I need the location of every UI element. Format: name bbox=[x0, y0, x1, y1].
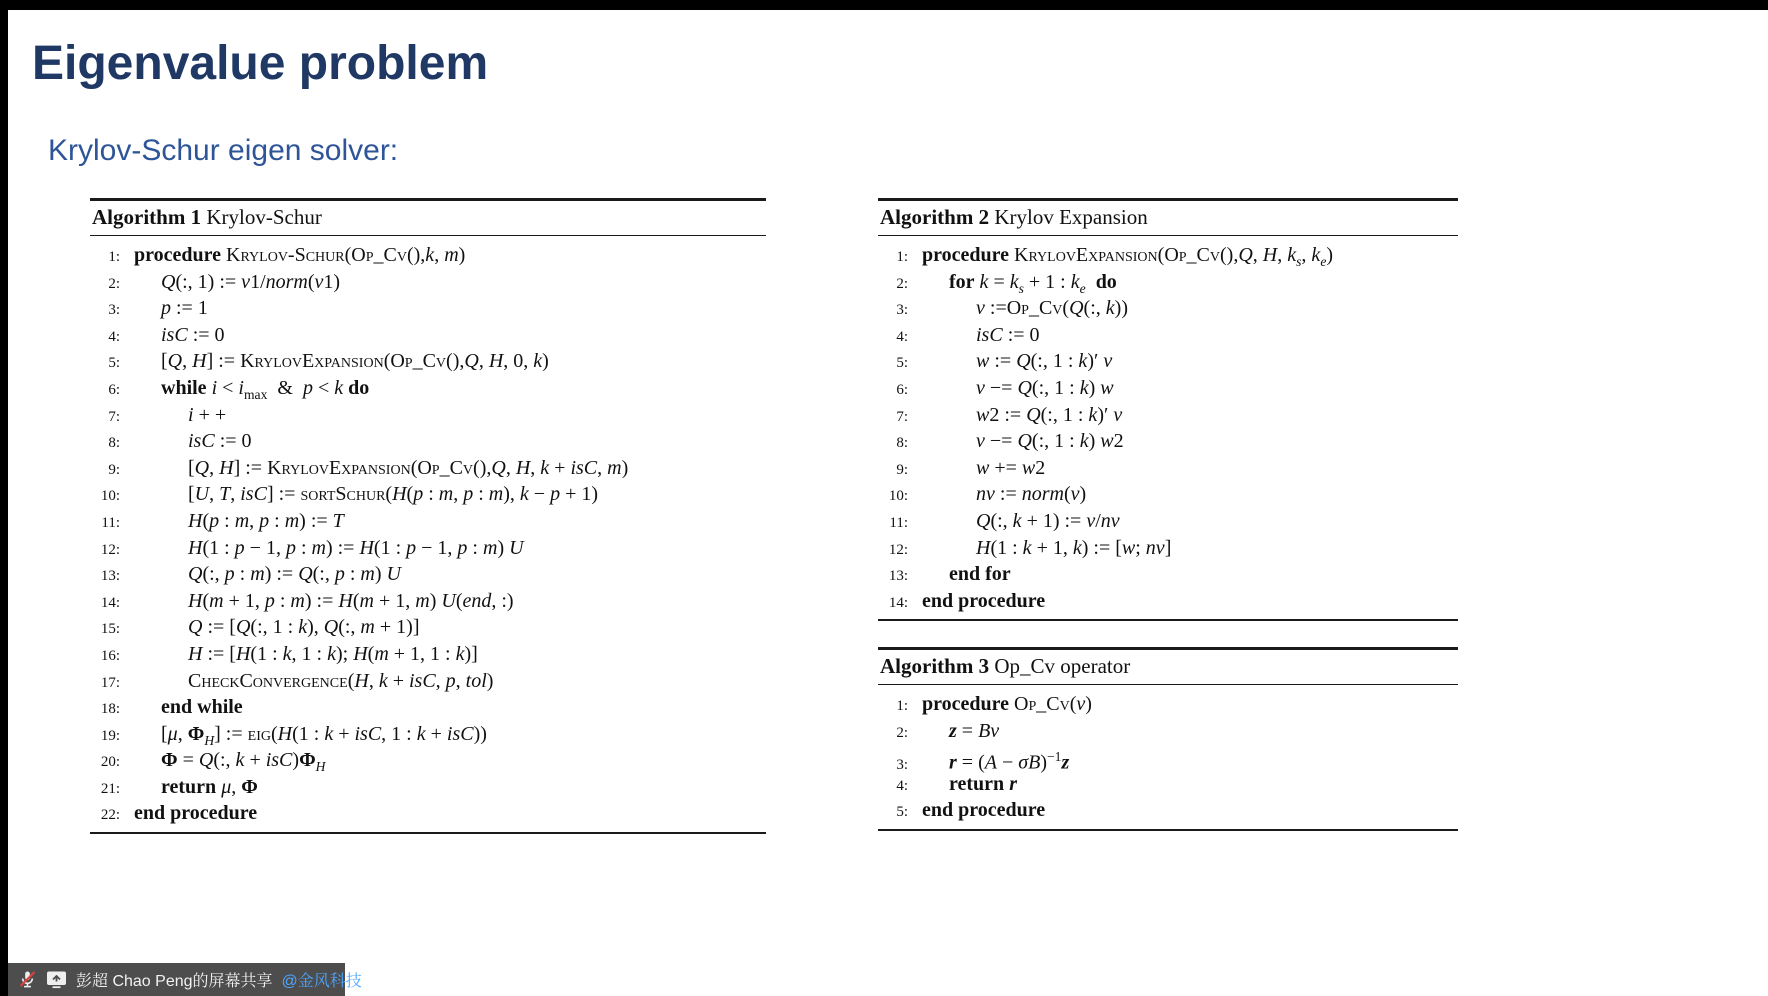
line-content: for $k = k_s + 1$ : $k_e$ do bbox=[949, 270, 1117, 296]
algorithm-2-title: Krylov Expansion bbox=[989, 205, 1148, 229]
line-number: 9: bbox=[108, 461, 120, 478]
algorithm-line bbox=[878, 691, 1458, 718]
line-number: 1: bbox=[896, 249, 908, 265]
line-content: w2 := Q(:, 1 : k)′ v bbox=[976, 403, 1123, 426]
line-number: 3: bbox=[896, 302, 908, 319]
line-number: 12: bbox=[100, 541, 120, 558]
line-content: v :=Op_Cv(Q(:, k)) bbox=[976, 297, 1128, 320]
line-number: 10: bbox=[888, 488, 908, 505]
line-content: Φ = Q(:, $k + isC)\Phi_H$ bbox=[161, 749, 326, 775]
algorithm-line bbox=[90, 455, 766, 482]
line-content: [μ, $\Phi_H$] := eig(H(1 : k + isC, 1 : k + isC)) bbox=[161, 722, 487, 748]
algorithm-line bbox=[878, 348, 1458, 375]
line-content: end procedure bbox=[134, 802, 258, 825]
algorithm-3-header bbox=[878, 650, 1458, 685]
algorithm-1-label: Algorithm 1 bbox=[92, 205, 202, 229]
algorithm-line bbox=[90, 668, 766, 695]
line-content: H(1 : p − 1, p : m) := H(1 : p − 1, p : m) U bbox=[188, 536, 524, 559]
line-number: 11: bbox=[101, 514, 120, 531]
line-content: procedure Op_Cv(v) bbox=[922, 693, 1092, 715]
algorithm-1-header bbox=[90, 201, 766, 236]
algorithm-line bbox=[878, 402, 1458, 429]
line-number: 21: bbox=[100, 780, 120, 797]
line-content: H := [H(1 : k, 1 : k); H(m + 1, 1 : k)] bbox=[188, 642, 478, 665]
screen-share-banner[interactable] bbox=[8, 963, 362, 996]
algorithm-line bbox=[90, 588, 766, 615]
algorithm-2-label: Algorithm 2 bbox=[880, 205, 990, 229]
line-content: return r bbox=[949, 772, 1017, 795]
line-content: procedure Krylov-Schur(Op_Cv(),k, m) bbox=[134, 244, 466, 266]
line-content: z = Bv bbox=[949, 719, 1000, 742]
line-number: 16: bbox=[100, 647, 120, 664]
line-number: 8: bbox=[896, 435, 908, 452]
algorithm-line bbox=[878, 481, 1458, 508]
algorithm-line bbox=[90, 269, 766, 296]
algorithm-line bbox=[878, 428, 1458, 455]
line-number: 4: bbox=[108, 328, 120, 345]
algorithm-line bbox=[90, 375, 766, 402]
line-content: i + + bbox=[188, 403, 227, 426]
algorithm-2-body bbox=[878, 236, 1458, 619]
algorithm-line bbox=[90, 242, 766, 269]
line-content: Q(:, 1) := v1/norm(v1) bbox=[161, 270, 341, 293]
line-content: H(1 : k + 1, k) := [w; nv] bbox=[976, 536, 1172, 559]
line-content: end for bbox=[949, 563, 1011, 586]
line-number: 7: bbox=[108, 408, 120, 425]
page-subtitle: Krylov-Schur eigen solver: bbox=[48, 134, 399, 167]
algorithm-line bbox=[878, 375, 1458, 402]
line-content: while $i < i_{max}$ & p < k do bbox=[161, 376, 370, 402]
algorithm-line bbox=[90, 641, 766, 668]
line-content: return μ, Φ bbox=[161, 775, 258, 798]
line-content: [U, T, isC] := sortSchur(H(p : m, p : m), k − p + 1) bbox=[188, 483, 599, 506]
algorithm-3-label: Algorithm 3 bbox=[880, 654, 990, 678]
line-content: H(m + 1, p : m) := H(m + 1, m) U(end, :) bbox=[188, 589, 514, 612]
line-number: 6: bbox=[108, 381, 120, 398]
line-content: [Q, H] := KrylovExpansion(Op_Cv(),Q, H, 0, k) bbox=[161, 350, 549, 373]
line-number: 5: bbox=[896, 355, 908, 372]
line-content: isC := 0 bbox=[188, 430, 252, 453]
algorithm-line bbox=[90, 721, 766, 748]
line-number: 4: bbox=[896, 328, 908, 345]
algorithm-3-title: Op_Cv operator bbox=[989, 654, 1131, 678]
line-content: Q(:, p : m) := Q(:, p : m) U bbox=[188, 563, 401, 586]
line-content: w += w2 bbox=[976, 456, 1046, 479]
line-number: 7: bbox=[896, 408, 908, 425]
line-number: 14: bbox=[100, 594, 120, 611]
muted-microphone-icon bbox=[18, 970, 37, 989]
line-content: CheckConvergence(H, k + isC, p, tol) bbox=[188, 669, 494, 692]
line-content: w := Q(:, 1 : k)′ v bbox=[976, 350, 1113, 373]
line-content: end procedure bbox=[922, 799, 1046, 822]
algorithm-line bbox=[90, 614, 766, 641]
line-number: 10: bbox=[100, 488, 120, 505]
algorithm-line bbox=[90, 535, 766, 562]
algorithm-line bbox=[90, 402, 766, 429]
line-number: 18: bbox=[100, 701, 120, 718]
line-content: Q(:, k + 1) := v/nv bbox=[976, 509, 1120, 532]
line-content: isC := 0 bbox=[161, 323, 225, 346]
algorithm-line bbox=[90, 428, 766, 455]
algorithm-line bbox=[878, 535, 1458, 562]
line-content: isC := 0 bbox=[976, 323, 1040, 346]
algorithm-line bbox=[90, 508, 766, 535]
algorithm-line bbox=[90, 800, 766, 827]
algorithm-line bbox=[878, 295, 1458, 322]
algorithm-2-panel bbox=[878, 198, 1458, 621]
algorithm-2-header bbox=[878, 201, 1458, 236]
algorithm-line bbox=[90, 694, 766, 721]
algorithm-line bbox=[90, 561, 766, 588]
algorithm-line bbox=[90, 295, 766, 322]
line-number: 15: bbox=[100, 621, 120, 638]
line-number: 1: bbox=[108, 249, 120, 265]
line-number: 4: bbox=[896, 777, 908, 794]
line-content: Q := [Q(:, 1 : k), Q(:, m + 1)] bbox=[188, 616, 420, 639]
line-number: 6: bbox=[896, 381, 908, 398]
page-title: Eigenvalue problem bbox=[32, 37, 489, 90]
algorithm-1-body bbox=[90, 236, 766, 832]
algorithm-line bbox=[878, 797, 1458, 824]
algorithm-1-panel bbox=[90, 198, 766, 834]
line-number: 2: bbox=[108, 275, 120, 292]
algorithm-line bbox=[878, 718, 1458, 745]
algorithm-line bbox=[90, 322, 766, 349]
line-number: 13: bbox=[100, 568, 120, 585]
line-number: 20: bbox=[100, 754, 120, 771]
line-content: $r = (A - \sigma B)^{-1}z$ bbox=[949, 749, 1070, 774]
line-number: 13: bbox=[888, 568, 908, 585]
line-number: 3: bbox=[108, 302, 120, 319]
algorithm-line bbox=[878, 508, 1458, 535]
algorithm-line bbox=[878, 744, 1458, 774]
share-owner-text: 彭超 Chao Peng的屏幕共享 bbox=[76, 973, 273, 990]
line-number: 1: bbox=[896, 698, 908, 714]
share-mention-link[interactable]: @金风科技 bbox=[281, 973, 362, 990]
line-number: 2: bbox=[896, 275, 908, 292]
line-content: [Q, H] := KrylovExpansion(Op_Cv(),Q, H, k + isC, m) bbox=[188, 456, 629, 479]
line-number: 9: bbox=[896, 461, 908, 478]
algorithm-3-body bbox=[878, 685, 1458, 829]
screen-share-icon bbox=[46, 970, 67, 989]
line-content: end procedure bbox=[922, 589, 1046, 612]
algorithm-1-title: Krylov-Schur bbox=[201, 205, 322, 229]
line-content: end while bbox=[161, 696, 243, 719]
line-content: v −= Q(:, 1 : k) w2 bbox=[976, 430, 1124, 453]
line-number: 11: bbox=[889, 514, 908, 531]
line-number: 22: bbox=[100, 807, 120, 824]
line-number: 19: bbox=[100, 727, 120, 744]
algorithm-line bbox=[878, 561, 1458, 588]
line-number: 5: bbox=[896, 804, 908, 821]
line-number: 3: bbox=[896, 756, 908, 773]
line-content: v −= Q(:, 1 : k) w bbox=[976, 376, 1114, 399]
algorithm-line bbox=[90, 348, 766, 375]
line-number: 12: bbox=[888, 541, 908, 558]
slide-canvas bbox=[8, 10, 1768, 996]
line-number: 14: bbox=[888, 594, 908, 611]
algorithm-line bbox=[878, 242, 1458, 269]
algorithm-line bbox=[878, 588, 1458, 615]
line-number: 5: bbox=[108, 355, 120, 372]
line-number: 8: bbox=[108, 435, 120, 452]
algorithm-3-panel bbox=[878, 647, 1458, 831]
line-content: nv := norm(v) bbox=[976, 483, 1087, 506]
algorithm-line bbox=[878, 455, 1458, 482]
algorithm-line bbox=[878, 771, 1458, 798]
line-content: H(p : m, p : m) := T bbox=[188, 509, 344, 532]
algorithm-line bbox=[878, 322, 1458, 349]
line-number: 17: bbox=[100, 674, 120, 691]
line-content: p := 1 bbox=[161, 297, 208, 320]
line-number: 2: bbox=[896, 724, 908, 741]
algorithm-line bbox=[90, 774, 766, 801]
line-content: procedure KrylovExpansion(Op_Cv(),Q, H, $k_s$, $k_e$) bbox=[922, 244, 1334, 269]
algorithm-line bbox=[90, 481, 766, 508]
